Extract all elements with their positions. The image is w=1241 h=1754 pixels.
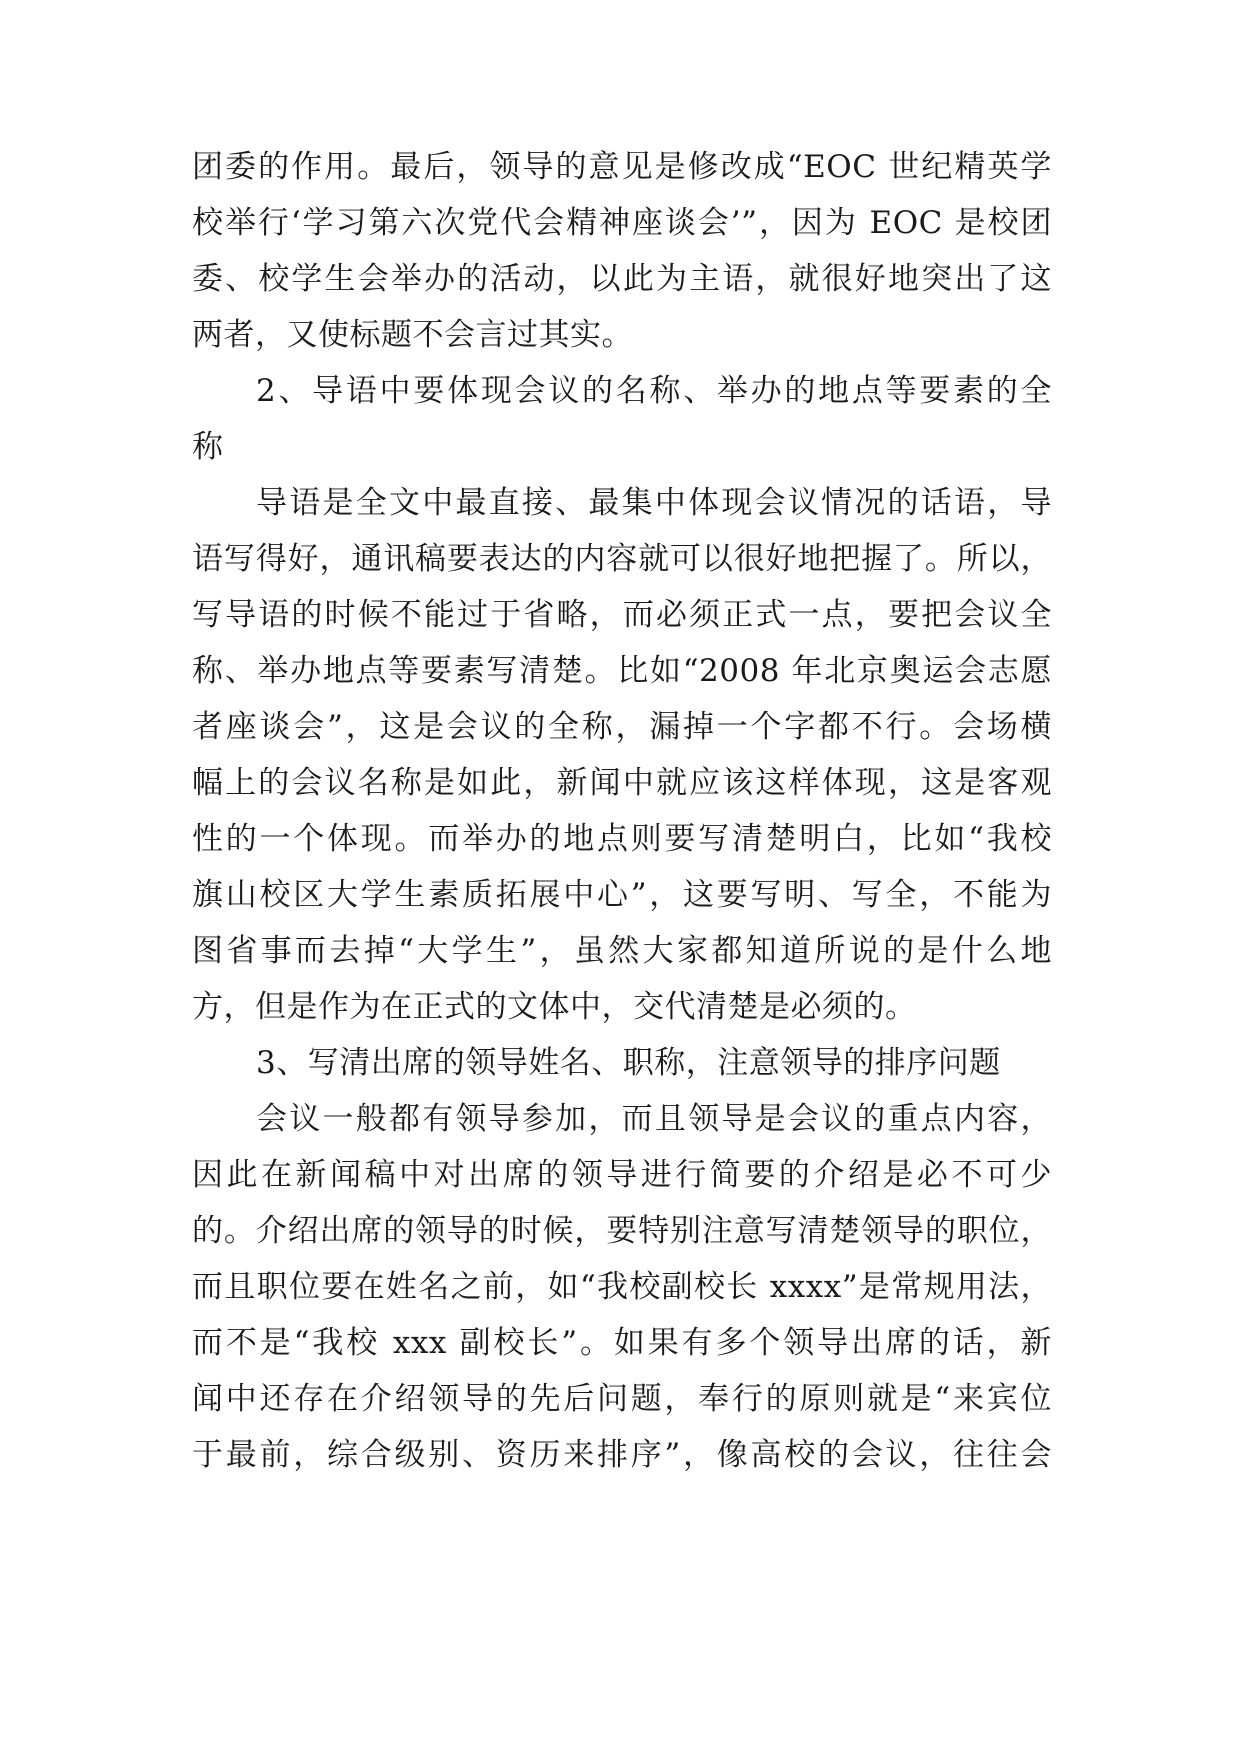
text-line: 幅上的会议名称是如此，新闻中就应该这样体现，这是客观 [192,765,1052,801]
text-line: 称、举办地点等要素写清楚。比如“2008 年北京奥运会志愿 [192,653,1052,689]
section-heading: 3、写清出席的领导姓名、职称，注意领导的排序问题 [256,1045,1001,1081]
text-line: 方，但是作为在正式的文体中，交代清楚是必须的。 [192,989,917,1025]
text-line: 校举行‘学习第六次党代会精神座谈会’”，因为 EOC 是校团 [192,205,1052,241]
text-line: 语写得好，通讯稿要表达的内容就可以很好地把握了。所以， [192,541,1052,577]
text-line: 而不是“我校 xxx 副校长”。如果有多个领导出席的话，新 [192,1325,1052,1361]
text-line: 者座谈会”，这是会议的全称，漏掉一个字都不行。会场横 [192,709,1052,745]
text-line: 委、校学生会举办的活动，以此为主语，就很好地突出了这 [192,261,1052,297]
section-heading: 称 [192,429,224,465]
text-line: 闻中还存在介绍领导的先后问题，奉行的原则就是“来宾位 [192,1381,1052,1417]
text-line: 两者，又使标题不会言过其实。 [192,317,633,353]
text-line: 于最前，综合级别、资历来排序”，像高校的会议，往往会 [192,1437,1052,1473]
text-line: 图省事而去掉“大学生”，虽然大家都知道所说的是什么地 [192,933,1052,969]
text-line: 导语是全文中最直接、最集中体现会议情况的话语，导 [256,485,1052,521]
text-line: 性的一个体现。而举办的地点则要写清楚明白，比如“我校 [192,821,1052,857]
text-line: 的。介绍出席的领导的时候，要特别注意写清楚领导的职位， [192,1213,1052,1249]
text-line: 会议一般都有领导参加，而且领导是会议的重点内容， [256,1101,1052,1137]
text-line: 写导语的时候不能过于省略，而必须正式一点，要把会议全 [192,597,1052,633]
section-heading: 2、导语中要体现会议的名称、举办的地点等要素的全 [256,373,1052,409]
text-line: 团委的作用。最后，领导的意见是修改成“EOC 世纪精英学 [192,149,1052,185]
text-line: 而且职位要在姓名之前，如“我校副校长 xxxx”是常规用法， [192,1269,1052,1305]
text-line: 因此在新闻稿中对出席的领导进行简要的介绍是必不可少 [192,1157,1052,1193]
text-line: 旗山校区大学生素质拓展中心”，这要写明、写全，不能为 [192,877,1052,913]
